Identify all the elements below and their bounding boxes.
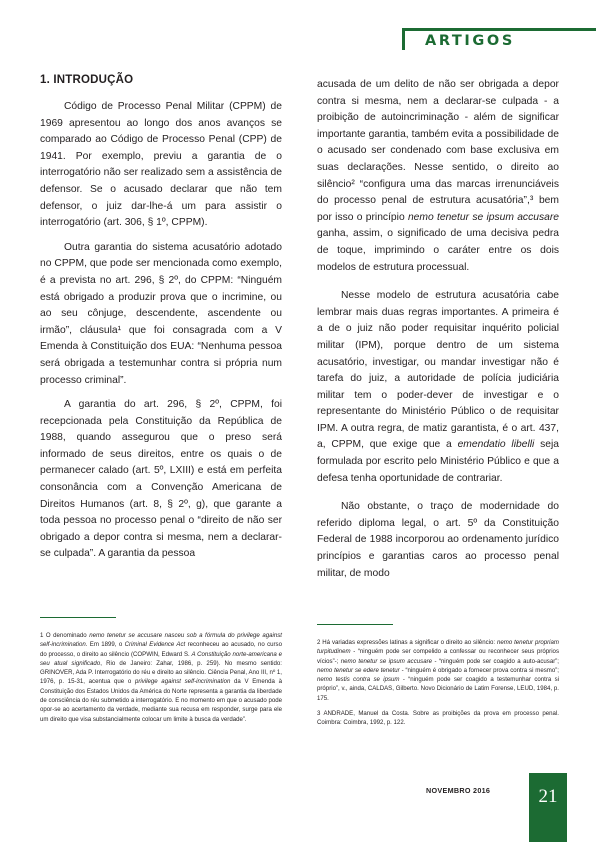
paragraph: acusada de um delito de não ser obrigada a depor contra si mesma, nem a declarar-se culpada - a proibição de autoincriminação - além de significar importante garantia, também evita a possibilidade de o acusado ser condenado com base exclusiva em suas declarações. Nesse sentido, o direito ao silêncio² “configura uma das marcas irrenunciáveis do processo penal de estrutura acusatória”,³ bem por isso o princípio nemo tenetur se ipsum accusare ganha, assim, o significado de uma decisiva pedra de toque, imprimindo o caráter entre os dois modelos de estrutura processual. — [317, 79, 559, 273]
paragraph: Código de Processo Penal Militar (CPPM) de 1969 apresentou ao longo dos anos avanços se comparado ao Código de Processo Penal (CPP) de 1941. Por exemplo, previu a garantia de o interrogatório não ser realizado sem a assistência de defensor. Se o acusado declarar que não tem defensor, o juiz dar-lhe-á um para assistir o interrogatório (art. 306, § 1º, CPPM). — [40, 101, 282, 229]
issue-date: NOVEMBRO 2016 — [426, 786, 491, 795]
footnote: 2 Há variadas expressões latinas a significar o direito ao silêncio: nemo tenetur propriam turpitudinem - “ninguém pode ser compelido a confessar ou reconhecer seus próprios vícios”-; nemo tenetur se ipsum accusare - “ninguém pode ser coagido a auto-acusar”; nemo tenetur se edere tenetur - “ninguém é obrigado a fornecer prova contra si mesmo”; nemo testis contra se ipsum - “ninguém pode ser coagido a testemunhar contra si próprio”, v., ainda, CALDAS, Gilberto. Novo Dicionário de Latim Forense, LEUD, 1984, p. 175. — [317, 639, 560, 702]
footnotes-right — [317, 638, 559, 732]
paragraph: Nesse modelo de estrutura acusatória cabe lembrar mais duas regras importantes. A primeira é a de o juiz não poder requisitar inquérito policial militar (IPM), porque dentro de um sistema acusatório, investigar, ou mandar investigar não é tarefa do juiz, a autoridade de polícia judiciária militar tem o poder-dever de investigar e o representante do Ministério Público o de requisitar IPM. A outra regra, de matiz garantista, é o art. 437, a, CPPM, que exige que a emendatio libelli seja formulada por escrito pelo Ministério Público e que a defesa tenha oportunidade de contrariar. — [317, 290, 559, 484]
section-tag — [402, 28, 596, 50]
left-column — [40, 99, 282, 571]
footnotes-left — [40, 631, 282, 728]
footnote: 1 O denominado nemo tenetur se accusare nasceu sob a fórmula do privilege against self-incrimination. Em 1899, o Criminal Evidence Act reconheceu ao acusado, no curso do processo, o direito ao silêncio (COPWIN, Edward S. A Constituição norte-americana e seu atual significado, Rio de Janeiro: Zahar, 1986, p. 259). No mesmo sentido: GRINOVER, Ada P. Interrogatório do réu e direito ao silêncio. Ciência Penal, Ano III, nº 1, 1976, p. 15-31, acentua que o privilege against self-incrimination da V Emenda à Constituição dos Estados Unidos da América do Norte representa a garantia da liberdade de consciência do réu submetido a interrogatório. E no momento em que o acusado pode opor-se ao acertamento da verdade, mediante sua recusa em responder, surge para ele um direito que visa substancialmente colocar um limite à busca da verdade”. — [40, 632, 283, 723]
paragraph: Outra garantia do sistema acusatório adotado no CPPM, que pode ser mencionada como exemplo, é a prevista no art. 296, § 2º, do CPPM: “Ninguém está obrigado a produzir prova que o incrimine, ou ao seu cônjuge, descendente, ascendente ou irmão”, cláusula¹ que foi consagrada com a V Emenda à Constituição dos EUA: “Nenhuma pessoa será obrigada a testemunhar contra si própria num processo criminal”. — [40, 241, 282, 386]
footnote: 3 ANDRADE, Manuel da Costa. Sobre as proibições da prova em processo penal. Coimbra: Coimbra, 1992, p. 122. — [317, 710, 559, 727]
footnote-divider — [40, 617, 116, 618]
footnote-divider — [317, 624, 393, 625]
section-title: ARTIGOS — [425, 33, 515, 49]
page-number: 21 — [529, 773, 567, 821]
section-heading: 1. INTRODUÇÃO — [40, 74, 134, 86]
paragraph: Não obstante, o traço de modernidade do referido diploma legal, o art. 5º da Constituição Federal de 1988 incorporou ao ordenamento jurídico princípios e garantias caros ao processo penal militar, de modo — [317, 501, 559, 579]
paragraph: A garantia do art. 296, § 2º, CPPM, foi recepcionada pela Constituição da República de 1988, quando assegurou que o preso será informado de seus direitos, entre os quais o de permanecer calado (art. 5º, LXIII) e está em perfeita consonância com a Convenção Americana de Direitos Humanos (art. 8, § 2º, g), que garante a toda pessoa no processo penal o “direito de não ser obrigado a depor contra si mesma, nem a declarar-se culpada”. A garantia da pessoa — [40, 399, 282, 560]
page-edge-bar — [529, 821, 567, 842]
right-column — [317, 77, 559, 590]
